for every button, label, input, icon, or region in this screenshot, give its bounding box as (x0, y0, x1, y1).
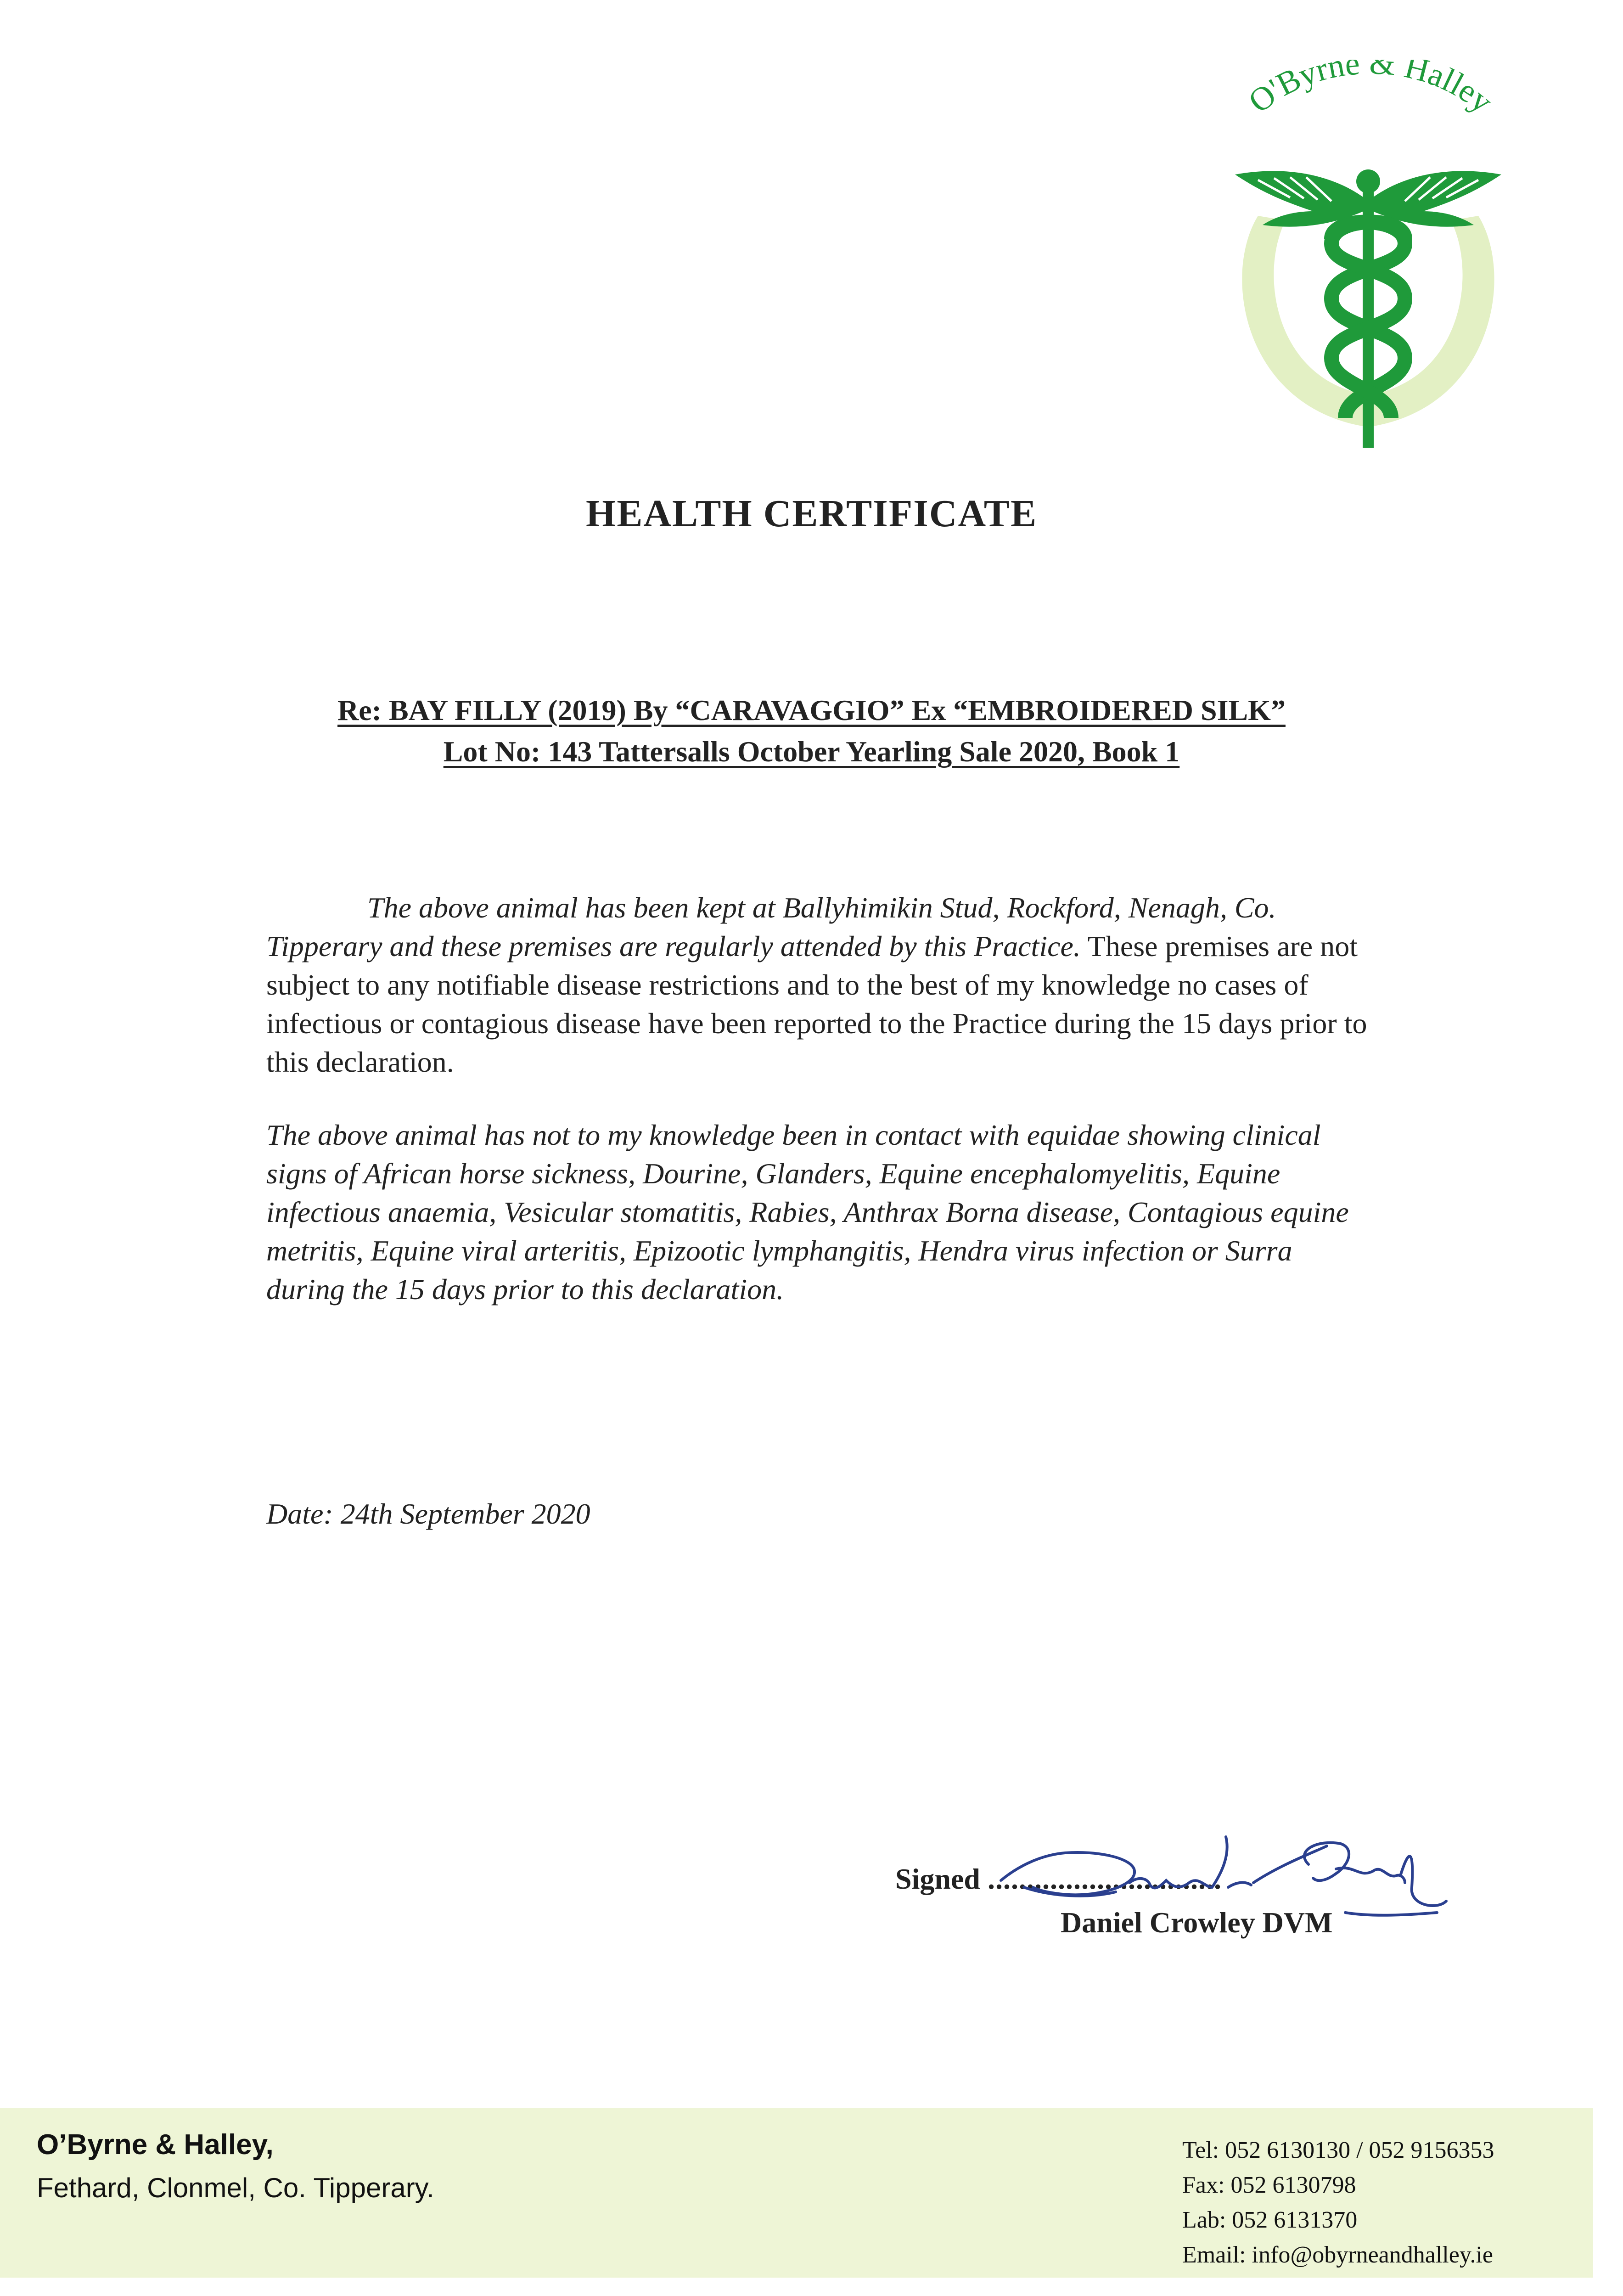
declaration-paragraph-1 (266, 889, 1377, 1081)
practice-logo (1194, 60, 1543, 455)
lot-number-text: Lot No: 143 Tattersalls October Yearling Sale 2020, Book 1 (443, 735, 1180, 768)
footer-contacts (1182, 2133, 1494, 2273)
re-subject-text: Re: BAY FILLY (2019) By “CARAVAGGIO” Ex “EMBROIDERED SILK” (337, 694, 1286, 726)
certificate-date: Date: 24th September 2020 (266, 1497, 590, 1530)
declaration-paragraph-2: The above animal has not to my knowledge been in contact with equidae showing clinical signs of African horse sickness, Dourine, Glanders, Equine encephalomyelitis, Equine infectious anaemia, Vesicular stomatitis, Rabies, Anthrax Borna disease, Contagious equine metritis, Equine viral arteritis, Epizootic lymphangitis, Hendra virus infection or Surra during the 15 days prior to this declaration. (266, 1119, 1349, 1306)
page-title: HEALTH CERTIFICATE (586, 492, 1037, 535)
re-subject-line (0, 693, 1623, 727)
footer-phone: Tel: 052 6130130 / 052 9156353 (1182, 2137, 1494, 2163)
footer-fax: Fax: 052 6130798 (1182, 2172, 1356, 2198)
caduceus-horseshoe-logo-icon (1194, 60, 1543, 455)
disease-statement: These premises are not subject to any notifiable disease restrictions and to the best of my knowledge no cases of infectious or contagious disease have been reported to the Practice during the 15 days prior to this declaration. (266, 930, 1367, 1078)
lot-number-line (0, 735, 1623, 769)
footer-lab: Lab: 052 6131370 (1182, 2207, 1358, 2233)
footer-email: Email: info@obyrneandhalley.ie (1182, 2242, 1493, 2268)
signer-name: Daniel Crowley DVM (1061, 1906, 1333, 1939)
signed-label: Signed (895, 1863, 980, 1895)
footer-address: Fethard, Clonmel, Co. Tipperary. (37, 2172, 434, 2203)
footer-practice-name: O’Byrne & Halley, (37, 2129, 274, 2161)
premises-statement: The above animal has been kept at Ballyhimikin Stud, Rockford, Nenagh, Co. Tipperary and these premises are regularly attended by this Practice. (266, 891, 1276, 962)
svg-text:O'Byrne & Halley: O'Byrne & Halley (1241, 60, 1500, 120)
signature-dots: .............................. (987, 1863, 1222, 1895)
